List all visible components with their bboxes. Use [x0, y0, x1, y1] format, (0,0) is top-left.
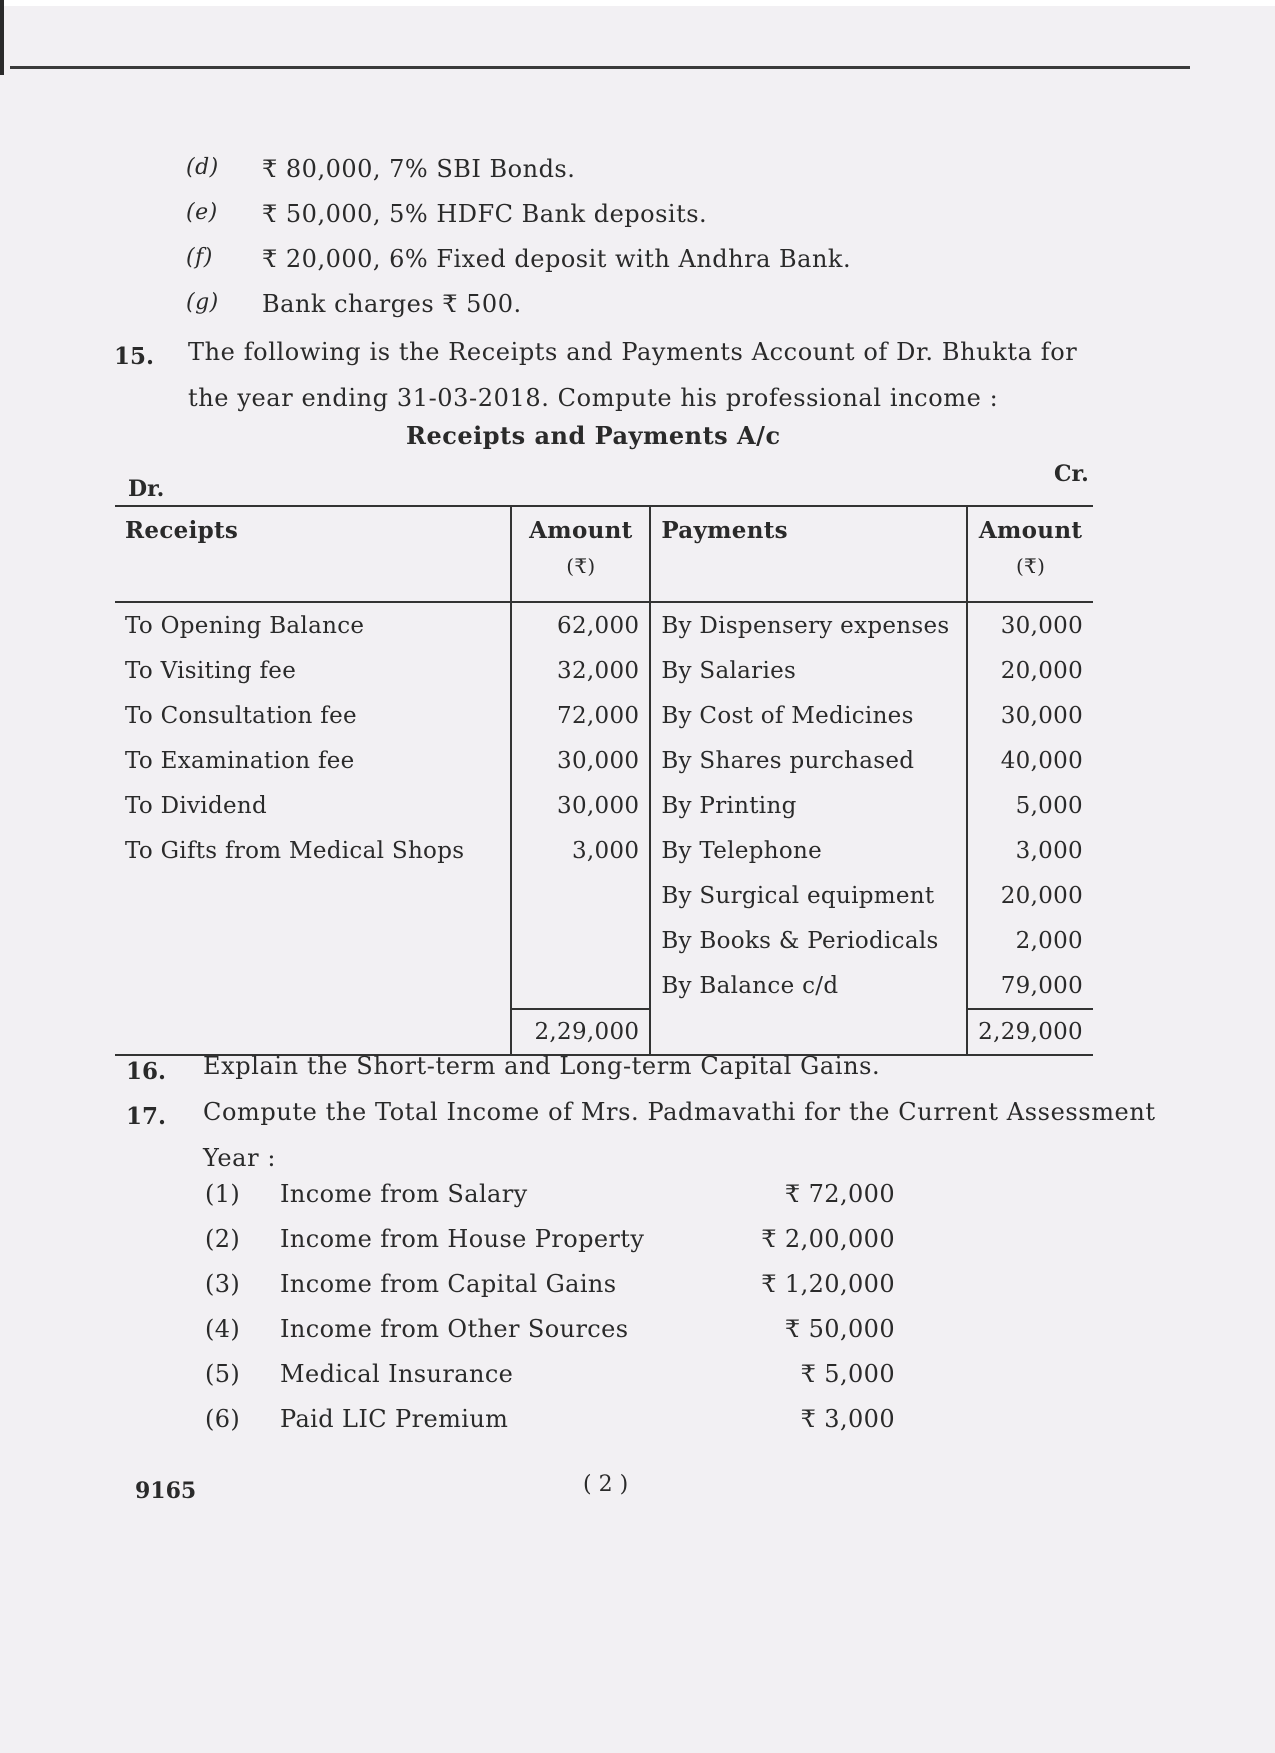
- table-row: [115, 918, 1093, 963]
- income-amount: ₹ 1,20,000: [761, 1270, 895, 1298]
- table-row: [115, 828, 1093, 873]
- payment-amount: 20,000: [1000, 657, 1083, 684]
- total-payments: 2,29,000: [967, 1009, 1093, 1055]
- receipt-item: To Gifts from Medical Shops: [115, 828, 511, 873]
- table-header-row: [115, 506, 1093, 602]
- income-label: Income from Capital Gains: [280, 1270, 617, 1298]
- income-number: (5): [205, 1360, 241, 1388]
- payment-item: By Printing: [650, 783, 967, 828]
- table-row: [115, 873, 1093, 918]
- item-text: ₹ 50,000, 5% HDFC Bank deposits.: [262, 200, 708, 228]
- list-item: [205, 1225, 895, 1270]
- receipt-item: To Consultation fee: [115, 693, 511, 738]
- income-amount: ₹ 5,000: [800, 1360, 895, 1388]
- income-number: (2): [205, 1225, 241, 1253]
- receipt-item: [115, 918, 511, 963]
- payment-amount: 5,000: [1015, 792, 1083, 819]
- payment-item: By Balance c/d: [650, 963, 967, 1009]
- income-amount: ₹ 3,000: [800, 1405, 895, 1433]
- list-item: [186, 155, 851, 200]
- payment-amount: 30,000: [1000, 612, 1083, 639]
- payment-item: By Books & Periodicals: [650, 918, 967, 963]
- payment-amount: 79,000: [1000, 972, 1083, 999]
- payment-item: By Salaries: [650, 648, 967, 693]
- income-label: Income from Other Sources: [280, 1315, 629, 1343]
- payment-amount: 2,000: [1015, 927, 1083, 954]
- total-payment-label: [650, 1009, 967, 1055]
- receipt-amount: [511, 918, 650, 963]
- total-receipt-label: [115, 1009, 511, 1055]
- header-receipts: Receipts: [115, 506, 511, 602]
- receipt-item: [115, 963, 511, 1009]
- receipt-amount: 30,000: [511, 738, 650, 783]
- item-letter: (g): [186, 290, 219, 315]
- list-item: [205, 1270, 895, 1315]
- table-row: [115, 648, 1093, 693]
- receipt-item: To Examination fee: [115, 738, 511, 783]
- item-letter: (e): [186, 200, 218, 225]
- list-item: [205, 1405, 895, 1450]
- payment-item: By Cost of Medicines: [650, 693, 967, 738]
- table-row: [115, 783, 1093, 828]
- payment-item: By Telephone: [650, 828, 967, 873]
- payment-item: By Dispensery expenses: [650, 602, 967, 648]
- question-17-number: 17.: [126, 1103, 167, 1130]
- total-receipts: 2,29,000: [511, 1009, 650, 1055]
- table-row: [115, 602, 1093, 648]
- receipt-amount: 30,000: [511, 783, 650, 828]
- item-text: ₹ 20,000, 6% Fixed deposit with Andhra Bank.: [262, 245, 852, 273]
- receipt-item: To Visiting fee: [115, 648, 511, 693]
- table-row: [115, 693, 1093, 738]
- receipt-amount: [511, 963, 650, 1009]
- income-label: Medical Insurance: [280, 1360, 514, 1388]
- receipt-item: [115, 873, 511, 918]
- question-16-text: Explain the Short-term and Long-term Capital Gains.: [203, 1052, 881, 1080]
- question-15-line-1: The following is the Receipts and Payments Account of Dr. Bhukta for: [188, 338, 1078, 366]
- income-number: (6): [205, 1405, 241, 1433]
- list-item: [205, 1360, 895, 1405]
- item-text: ₹ 80,000, 7% SBI Bonds.: [262, 155, 576, 183]
- income-number: (3): [205, 1270, 241, 1298]
- receipt-amount: 32,000: [511, 648, 650, 693]
- debit-label: Dr.: [128, 476, 165, 502]
- income-amount: ₹ 2,00,000: [761, 1225, 895, 1253]
- header-payments: Payments: [650, 506, 967, 602]
- table-total-row: [115, 1009, 1093, 1055]
- item-letter: (f): [186, 245, 213, 270]
- list-item: [186, 200, 851, 245]
- income-list: [205, 1180, 895, 1450]
- income-label: Income from House Property: [280, 1225, 645, 1253]
- question-17-line-1: Compute the Total Income of Mrs. Padmavathi for the Current Assessment: [203, 1098, 1156, 1126]
- list-item: [205, 1180, 895, 1225]
- payment-item: By Surgical equipment: [650, 873, 967, 918]
- receipts-payments-table: [115, 505, 1093, 1056]
- item-text: Bank charges ₹ 500.: [262, 290, 522, 318]
- scan-edge: [0, 0, 4, 75]
- page-number: ( 2 ): [583, 1472, 629, 1497]
- question-16-number: 16.: [126, 1058, 167, 1085]
- account-title: Receipts and Payments A/c: [406, 421, 781, 450]
- payment-amount: 20,000: [1000, 882, 1083, 909]
- page-top-margin: [0, 0, 1275, 6]
- income-amount: ₹ 72,000: [784, 1180, 895, 1208]
- payment-amount: 40,000: [1000, 747, 1083, 774]
- income-label: Paid LIC Premium: [280, 1405, 509, 1433]
- income-number: (1): [205, 1180, 241, 1208]
- payment-amount: 30,000: [1000, 702, 1083, 729]
- payment-item: By Shares purchased: [650, 738, 967, 783]
- paper-code: 9165: [135, 1478, 197, 1504]
- income-number: (4): [205, 1315, 241, 1343]
- list-item: [205, 1315, 895, 1360]
- question-15-line-2: the year ending 31-03-2018. Compute his professional income :: [188, 384, 999, 412]
- item-letter: (d): [186, 155, 219, 180]
- top-rule: [10, 66, 1190, 69]
- header-payment-amount: Amount (₹): [967, 506, 1093, 602]
- header-receipt-amount: Amount (₹): [511, 506, 650, 602]
- income-label: Income from Salary: [280, 1180, 528, 1208]
- list-item: [186, 290, 851, 335]
- receipt-amount: 62,000: [511, 602, 650, 648]
- payment-amount: 3,000: [1015, 837, 1083, 864]
- question-15-number: 15.: [114, 343, 155, 370]
- receipt-amount: 72,000: [511, 693, 650, 738]
- receipt-amount: [511, 873, 650, 918]
- income-amount: ₹ 50,000: [784, 1315, 895, 1343]
- question-17-line-2: Year :: [203, 1144, 277, 1172]
- table-row: [115, 963, 1093, 1009]
- receipt-item: To Dividend: [115, 783, 511, 828]
- receipt-item: To Opening Balance: [115, 602, 511, 648]
- list-item: [186, 245, 851, 290]
- table-row: [115, 738, 1093, 783]
- credit-label: Cr.: [1054, 461, 1089, 487]
- continued-items-list: [186, 155, 851, 335]
- receipt-amount: 3,000: [511, 828, 650, 873]
